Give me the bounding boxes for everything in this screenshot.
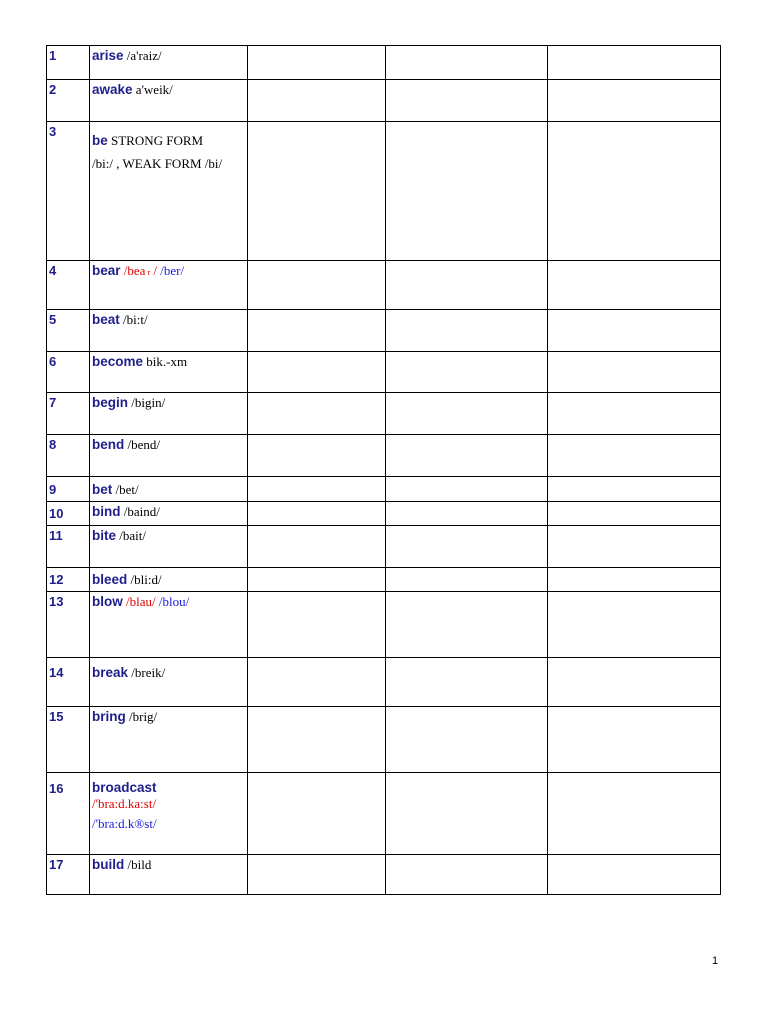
empty-cell xyxy=(248,477,386,502)
empty-cell xyxy=(248,658,386,707)
empty-cell xyxy=(386,502,548,526)
table-row xyxy=(47,658,721,707)
empty-cell xyxy=(548,122,721,261)
row-number: 15 xyxy=(47,707,90,773)
verb-cell xyxy=(90,80,248,122)
empty-cell xyxy=(248,502,386,526)
empty-cell xyxy=(548,855,721,895)
verb-word: bend xyxy=(92,437,125,452)
pronunciation-british-r: r xyxy=(145,268,151,277)
row-number: 14 xyxy=(47,658,90,707)
empty-cell xyxy=(548,592,721,658)
verb-cell xyxy=(90,477,248,502)
empty-cell xyxy=(248,526,386,568)
empty-cell xyxy=(386,261,548,310)
row-number: 16 xyxy=(47,773,90,855)
row-number: 9 xyxy=(47,477,90,502)
empty-cell xyxy=(248,568,386,592)
empty-cell xyxy=(548,393,721,435)
verb-word: beat xyxy=(92,312,120,327)
row-number: 13 xyxy=(47,592,90,658)
empty-cell xyxy=(386,477,548,502)
verb-cell xyxy=(90,435,248,477)
row-number: 7 xyxy=(47,393,90,435)
empty-cell xyxy=(548,80,721,122)
irregular-verbs-table xyxy=(46,45,721,895)
pronunciation: /brig/ xyxy=(125,709,158,724)
table-row xyxy=(47,707,721,773)
verb-word: bleed xyxy=(92,572,128,587)
row-number: 8 xyxy=(47,435,90,477)
empty-cell xyxy=(386,80,548,122)
empty-cell xyxy=(248,46,386,80)
empty-cell xyxy=(248,855,386,895)
pronunciation: /bigin/ xyxy=(128,395,166,410)
empty-cell xyxy=(548,261,721,310)
pronunciation: /bild xyxy=(124,857,152,872)
empty-cell xyxy=(386,310,548,352)
empty-cell xyxy=(548,658,721,707)
table-row xyxy=(47,526,721,568)
row-number: 1 xyxy=(47,46,90,80)
empty-cell xyxy=(548,707,721,773)
empty-cell xyxy=(386,122,548,261)
verb-cell xyxy=(90,773,248,855)
table-row xyxy=(47,122,721,261)
page-number: 1 xyxy=(712,955,719,967)
empty-cell xyxy=(386,526,548,568)
verb-cell xyxy=(90,855,248,895)
verb-word: bet xyxy=(92,482,113,497)
verb-word: be xyxy=(92,133,108,148)
verb-word: bear xyxy=(92,263,121,278)
empty-cell xyxy=(386,393,548,435)
verb-word: awake xyxy=(92,82,133,97)
table-row xyxy=(47,502,721,526)
empty-cell xyxy=(548,526,721,568)
pronunciation-british-tail: / xyxy=(150,263,157,278)
empty-cell xyxy=(248,773,386,855)
pronunciation: /bli:d/ xyxy=(127,572,162,587)
table-row xyxy=(47,568,721,592)
verb-line xyxy=(92,132,245,149)
pronunciation: bik.-xm xyxy=(143,354,188,369)
empty-cell xyxy=(386,658,548,707)
verb-cell xyxy=(90,122,248,261)
row-number: 12 xyxy=(47,568,90,592)
pronunciation: STRONG FORM xyxy=(107,133,204,148)
empty-cell xyxy=(548,352,721,393)
table-row xyxy=(47,310,721,352)
empty-cell xyxy=(248,435,386,477)
empty-cell xyxy=(386,352,548,393)
table-row xyxy=(47,477,721,502)
verb-word: blow xyxy=(92,594,123,609)
row-number: 6 xyxy=(47,352,90,393)
pronunciation-british-main: /bea xyxy=(120,263,146,278)
row-number: 4 xyxy=(47,261,90,310)
row-number: 5 xyxy=(47,310,90,352)
empty-cell xyxy=(386,592,548,658)
verb-cell xyxy=(90,310,248,352)
empty-cell xyxy=(386,707,548,773)
empty-cell xyxy=(248,393,386,435)
empty-cell xyxy=(386,435,548,477)
table-row xyxy=(47,435,721,477)
verb-word: build xyxy=(92,857,125,872)
verb-cell xyxy=(90,261,248,310)
verb-word: break xyxy=(92,665,129,680)
table-row xyxy=(47,773,721,855)
empty-cell xyxy=(548,568,721,592)
row-number: 17 xyxy=(47,855,90,895)
empty-cell xyxy=(248,122,386,261)
pronunciation-american: /'bra:d.k®st/ xyxy=(92,816,157,831)
empty-cell xyxy=(386,855,548,895)
verb-word: bind xyxy=(92,504,121,519)
verb-cell xyxy=(90,393,248,435)
table-row xyxy=(47,261,721,310)
empty-cell xyxy=(386,46,548,80)
row-number: 10 xyxy=(47,502,90,526)
pronunciation-british xyxy=(121,263,157,278)
empty-cell xyxy=(248,352,386,393)
pronunciation: /bet/ xyxy=(112,482,139,497)
pronunciation-british: /blau/ xyxy=(122,594,156,609)
empty-cell xyxy=(548,310,721,352)
empty-cell xyxy=(248,707,386,773)
row-number: 11 xyxy=(47,526,90,568)
verb-word: arise xyxy=(92,48,124,63)
pronunciation-american: /blou/ xyxy=(155,594,190,609)
empty-cell xyxy=(248,592,386,658)
pronunciation: a'weik/ xyxy=(132,82,173,97)
empty-cell xyxy=(548,435,721,477)
empty-cell xyxy=(548,502,721,526)
verb-word: bring xyxy=(92,709,126,724)
row-number: 2 xyxy=(47,80,90,122)
pronunciation-british: /'bra:d.ka:st/ xyxy=(92,796,157,811)
verb-cell xyxy=(90,46,248,80)
pronunciation: /baind/ xyxy=(120,504,160,519)
verb-word: broadcast xyxy=(92,780,157,795)
empty-cell xyxy=(248,80,386,122)
verb-cell xyxy=(90,502,248,526)
verb-cell xyxy=(90,352,248,393)
empty-cell xyxy=(248,310,386,352)
verb-word: become xyxy=(92,354,144,369)
empty-cell xyxy=(548,477,721,502)
verb-cell xyxy=(90,707,248,773)
pronunciation: /bend/ xyxy=(124,437,160,452)
pronunciation: /breik/ xyxy=(128,665,166,680)
empty-cell xyxy=(548,46,721,80)
verb-cell xyxy=(90,658,248,707)
verb-cell xyxy=(90,592,248,658)
pronunciation-american: /ber/ xyxy=(156,263,185,278)
row-number: 3 xyxy=(47,122,90,261)
pronunciation: /bi:t/ xyxy=(119,312,148,327)
empty-cell xyxy=(548,773,721,855)
table-row xyxy=(47,80,721,122)
empty-cell xyxy=(386,773,548,855)
table-row xyxy=(47,46,721,80)
table-row xyxy=(47,352,721,393)
table-row xyxy=(47,393,721,435)
verb-word: bite xyxy=(92,528,117,543)
pronunciation-line-2: /bi:/ , WEAK FORM /bi/ xyxy=(92,156,223,171)
pronunciation: /bait/ xyxy=(116,528,146,543)
table-row xyxy=(47,592,721,658)
empty-cell xyxy=(386,568,548,592)
empty-cell xyxy=(248,261,386,310)
verb-word: begin xyxy=(92,395,128,410)
verb-cell xyxy=(90,526,248,568)
verb-cell xyxy=(90,568,248,592)
table-row xyxy=(47,855,721,895)
pronunciation: /a'raiz/ xyxy=(123,48,162,63)
